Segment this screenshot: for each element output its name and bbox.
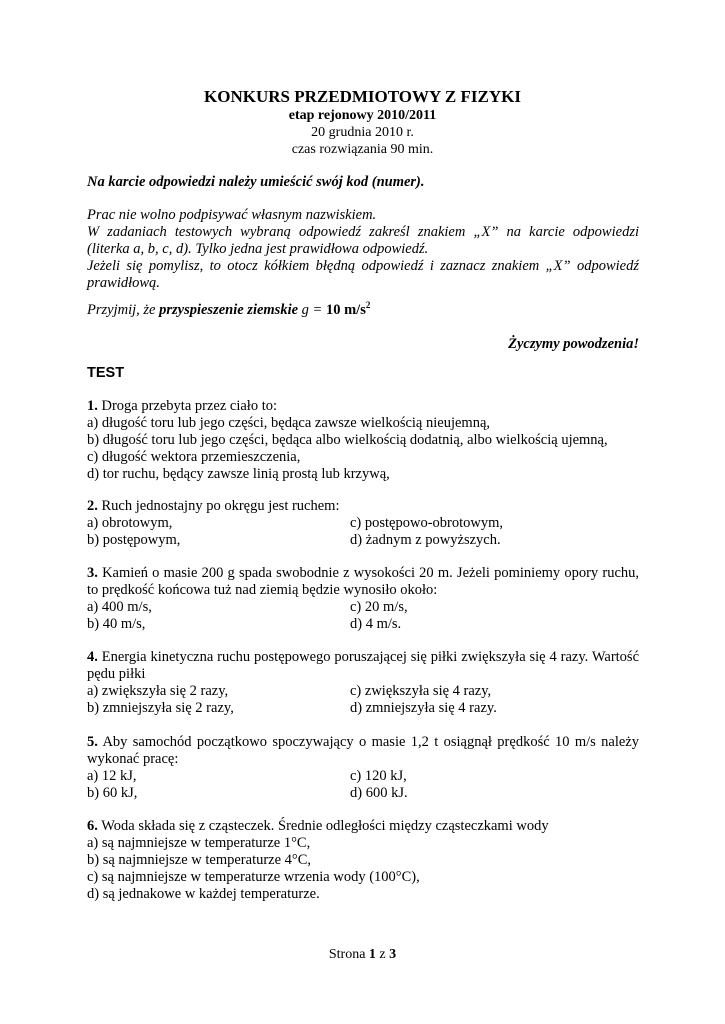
answer-row	[87, 616, 639, 633]
answer-a: a) 12 kJ,	[87, 768, 137, 784]
answer-c: c) postępowo-obrotowym,	[350, 515, 504, 531]
page-footer	[0, 946, 725, 963]
gravity-term: przyspieszenie ziemskie	[159, 302, 299, 318]
question-5	[87, 734, 639, 802]
answer-a: a) długość toru lub jego części, będąca zawsze wielkością nieujemną,	[87, 415, 491, 431]
answer-a: a) są najmniejsze w temperaturze 1°C,	[87, 835, 311, 851]
gravity-value: 10 m/s	[325, 302, 366, 318]
gravity-exponent: 2	[365, 300, 371, 311]
section-title: TEST	[87, 365, 125, 381]
question-text: Kamień o masie 200 g spada swobodnie z wysokości 20 m. Jeżeli pominiemy opory ruchu, to prędkość końcowa tuż nad ziemią będzie wynosiło około:	[87, 565, 640, 598]
answer-d: d) 4 m/s.	[350, 616, 402, 632]
page-of-word: z	[379, 947, 386, 962]
answer-c: c) 120 kJ,	[350, 768, 407, 784]
answer-d: d) są jednakowe w każdej temperaturze.	[87, 886, 320, 902]
question-3	[87, 565, 639, 633]
answer-a: a) 400 m/s,	[87, 599, 152, 615]
instruction-line: Jeżeli się pomylisz, to otocz kółkiem błędną odpowiedź i zaznacz znakiem „X” odpowiedź prawidłową.	[87, 258, 639, 291]
gravity-prefix: Przyjmij, że	[87, 302, 160, 318]
question-2	[87, 498, 639, 549]
answer-row	[87, 700, 639, 717]
answer-c: c) są najmniejsze w temperaturze wrzenia wody (100°C),	[87, 869, 420, 885]
answer-d: d) 600 kJ.	[350, 785, 408, 801]
question-number: 5.	[87, 734, 98, 750]
page-total: 3	[389, 947, 397, 962]
question-4	[87, 649, 639, 717]
answer-row	[87, 768, 639, 785]
competition-stage: etap rejonowy 2010/2011	[288, 108, 437, 123]
question-text: Woda składa się z cząsteczek. Średnie odległości między cząsteczkami wody	[101, 818, 549, 834]
answer-b: b) zmniejszyła się 2 razy,	[87, 700, 234, 716]
question-1	[87, 398, 639, 483]
page-title: KONKURS PRZEDMIOTOWY Z FIZYKI	[204, 87, 521, 106]
gravity-mid: g =	[298, 302, 326, 318]
answer-a: a) zwiększyła się 2 razy,	[87, 683, 229, 699]
question-number: 1.	[87, 398, 98, 414]
instructions	[87, 207, 639, 292]
wish-text: Życzymy powodzenia!	[508, 336, 639, 352]
question-text: Droga przebyta przez ciało to:	[101, 398, 278, 414]
page-number: 1	[368, 947, 376, 962]
code-note: Na karcie odpowiedzi należy umieścić swój kod (numer).	[87, 174, 425, 190]
question-number: 3.	[87, 565, 98, 581]
answer-b: b) postępowym,	[87, 532, 181, 548]
answer-row	[87, 532, 639, 549]
question-text: Ruch jednostajny po okręgu jest ruchem:	[101, 498, 340, 514]
question-number: 6.	[87, 818, 98, 834]
question-number: 4.	[87, 649, 98, 665]
answer-row	[87, 683, 639, 700]
answer-row	[87, 599, 639, 616]
answer-c: c) zwiększyła się 4 razy,	[350, 683, 492, 699]
answer-b: b) 40 m/s,	[87, 616, 146, 632]
answer-c: c) 20 m/s,	[350, 599, 408, 615]
question-6	[87, 818, 639, 903]
page-word: Strona	[328, 947, 366, 962]
question-text: Aby samochód początkowo spoczywający o masie 1,2 t osiągnął prędkość 10 m/s należy wykonać pracę:	[87, 734, 639, 767]
question-number: 2.	[87, 498, 98, 514]
exam-duration: czas rozwiązania 90 min.	[291, 142, 434, 157]
question-text: Energia kinetyczna ruchu postępowego poruszającej się piłki zwiększyła się 4 razy. Wartość pędu piłki	[87, 649, 640, 682]
answer-b: b) długość toru lub jego części, będąca albo wielkością dodatnią, albo wielkością ujemną,	[87, 432, 608, 448]
answer-b: b) 60 kJ,	[87, 785, 138, 801]
document-header	[0, 87, 725, 158]
instruction-line: Prac nie wolno podpisywać własnym nazwiskiem.	[87, 207, 377, 223]
answer-d: d) tor ruchu, będący zawsze linią prostą lub krzywą,	[87, 466, 390, 482]
answer-row	[87, 515, 639, 532]
gravity-note	[87, 302, 639, 319]
answer-row	[87, 785, 639, 802]
exam-date: 20 grudnia 2010 r.	[311, 125, 414, 140]
answer-c: c) długość wektora przemieszczenia,	[87, 449, 301, 465]
answer-a: a) obrotowym,	[87, 515, 173, 531]
answer-d: d) żadnym z powyższych.	[350, 532, 501, 548]
answer-b: b) są najmniejsze w temperaturze 4°C,	[87, 852, 312, 868]
answer-d: d) zmniejszyła się 4 razy.	[350, 700, 497, 716]
instruction-line: W zadaniach testowych wybraną odpowiedź zakreśl znakiem „X” na karcie odpowiedzi (literka a, b, c, d). Tylko jedna jest prawidłowa odpowiedź.	[87, 224, 639, 257]
